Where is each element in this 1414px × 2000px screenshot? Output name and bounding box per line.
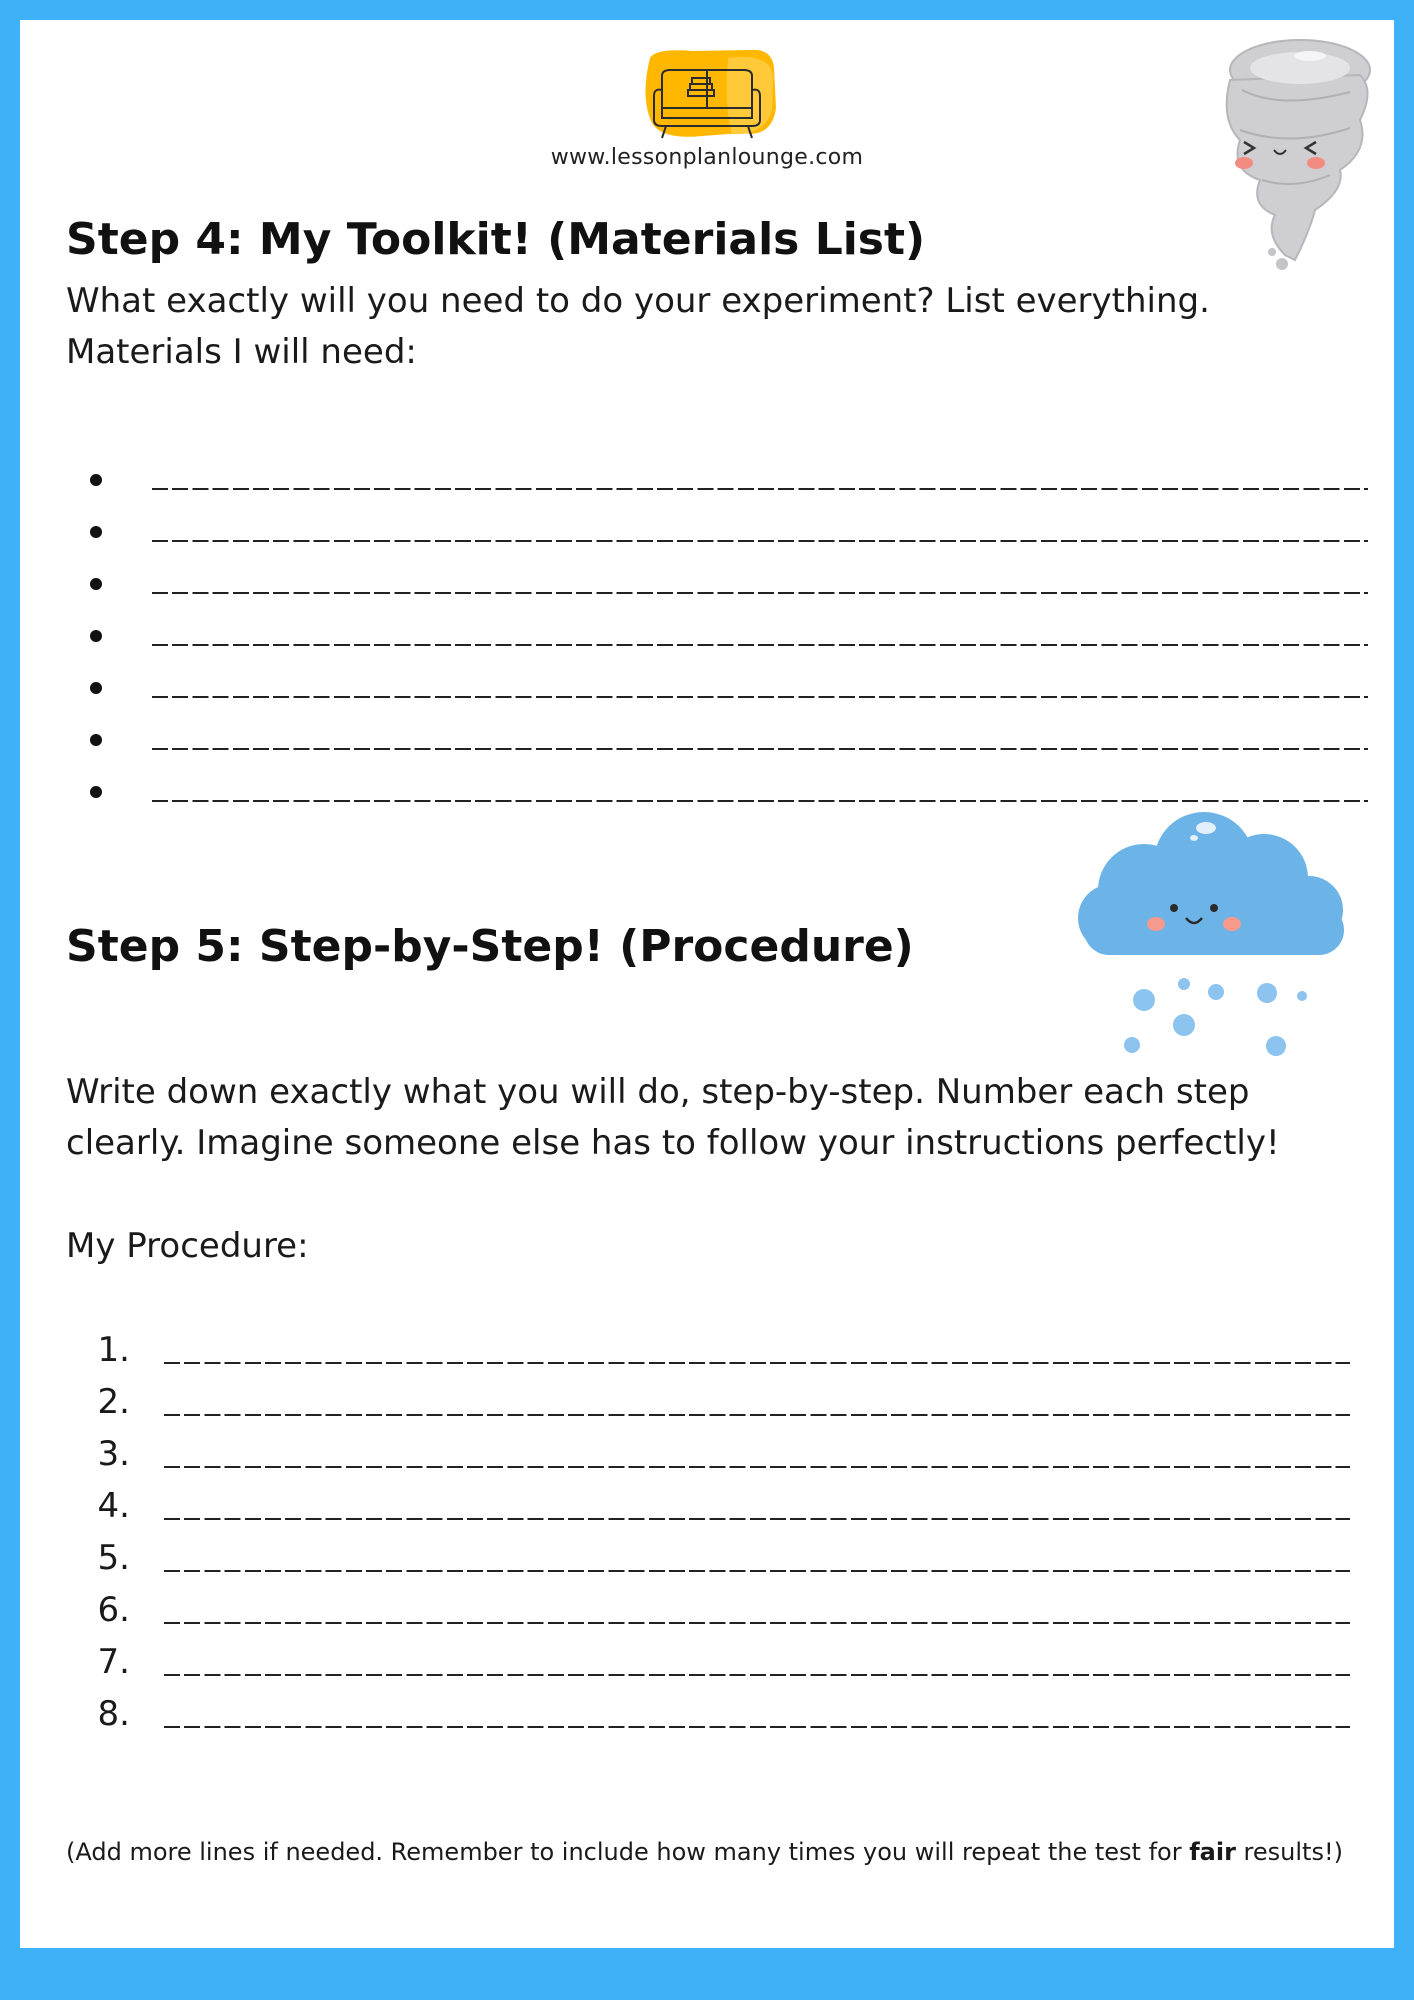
- material-blank-line[interactable]: [152, 610, 1368, 646]
- bullet-icon: [90, 786, 102, 798]
- procedure-blank-line[interactable]: [164, 1380, 1350, 1416]
- step-number: 5.: [97, 1538, 130, 1578]
- step-number: 1.: [97, 1330, 130, 1370]
- procedure-blank-line[interactable]: [164, 1588, 1350, 1624]
- cloud-character-icon: [1064, 800, 1364, 1060]
- step-number: 6.: [97, 1590, 130, 1630]
- sofa-logo-icon: [632, 48, 782, 143]
- procedure-blank-line[interactable]: [164, 1640, 1350, 1676]
- bullet-icon: [90, 578, 102, 590]
- procedure-blank-line[interactable]: [164, 1484, 1350, 1520]
- tornado-character-icon: [1200, 30, 1380, 290]
- procedure-blank-line[interactable]: [164, 1328, 1350, 1364]
- material-blank-line[interactable]: [152, 766, 1368, 802]
- procedure-blank-line[interactable]: [164, 1536, 1350, 1572]
- step5-prompt-line1: Write down exactly what you will do, step-by-step. Number each step: [66, 1072, 1250, 1112]
- material-blank-line[interactable]: [152, 714, 1368, 750]
- step-number: 8.: [97, 1694, 130, 1734]
- material-blank-line[interactable]: [152, 662, 1368, 698]
- step-number: 2.: [97, 1382, 130, 1422]
- footnote-bold-word: fair: [1189, 1838, 1236, 1866]
- material-blank-line[interactable]: [152, 506, 1368, 542]
- bullet-icon: [90, 526, 102, 538]
- procedure-blank-line[interactable]: [164, 1692, 1350, 1728]
- bullet-icon: [90, 682, 102, 694]
- footnote-text: (Add more lines if needed. Remember to include how many times you will repeat the test for: [66, 1838, 1190, 1866]
- step-number: 4.: [97, 1486, 130, 1526]
- procedure-blank-line[interactable]: [164, 1432, 1350, 1468]
- bullet-icon: [90, 630, 102, 642]
- material-blank-line[interactable]: [152, 454, 1368, 490]
- step4-heading: Step 4: My Toolkit! (Materials List): [66, 214, 926, 265]
- step-number: 3.: [97, 1434, 130, 1474]
- logo-url-text[interactable]: www.lessonplanlounge.com: [550, 145, 864, 170]
- step5-heading: Step 5: Step-by-Step! (Procedure): [66, 921, 914, 972]
- bullet-icon: [90, 474, 102, 486]
- material-blank-line[interactable]: [152, 558, 1368, 594]
- step-number: 7.: [97, 1642, 130, 1682]
- step4-prompt-line2: Materials I will need:: [66, 332, 417, 372]
- step5-prompt-line2: clearly. Imagine someone else has to follow your instructions perfectly!: [66, 1123, 1280, 1163]
- footnote-text-end: results!): [1235, 1838, 1343, 1866]
- step4-prompt-line1: What exactly will you need to do your experiment? List everything.: [66, 281, 1210, 321]
- site-logo[interactable]: [20, 48, 1394, 170]
- procedure-label: My Procedure:: [66, 1226, 309, 1266]
- bullet-icon: [90, 734, 102, 746]
- footnote: [66, 1838, 1343, 1866]
- worksheet-page: [20, 20, 1394, 1948]
